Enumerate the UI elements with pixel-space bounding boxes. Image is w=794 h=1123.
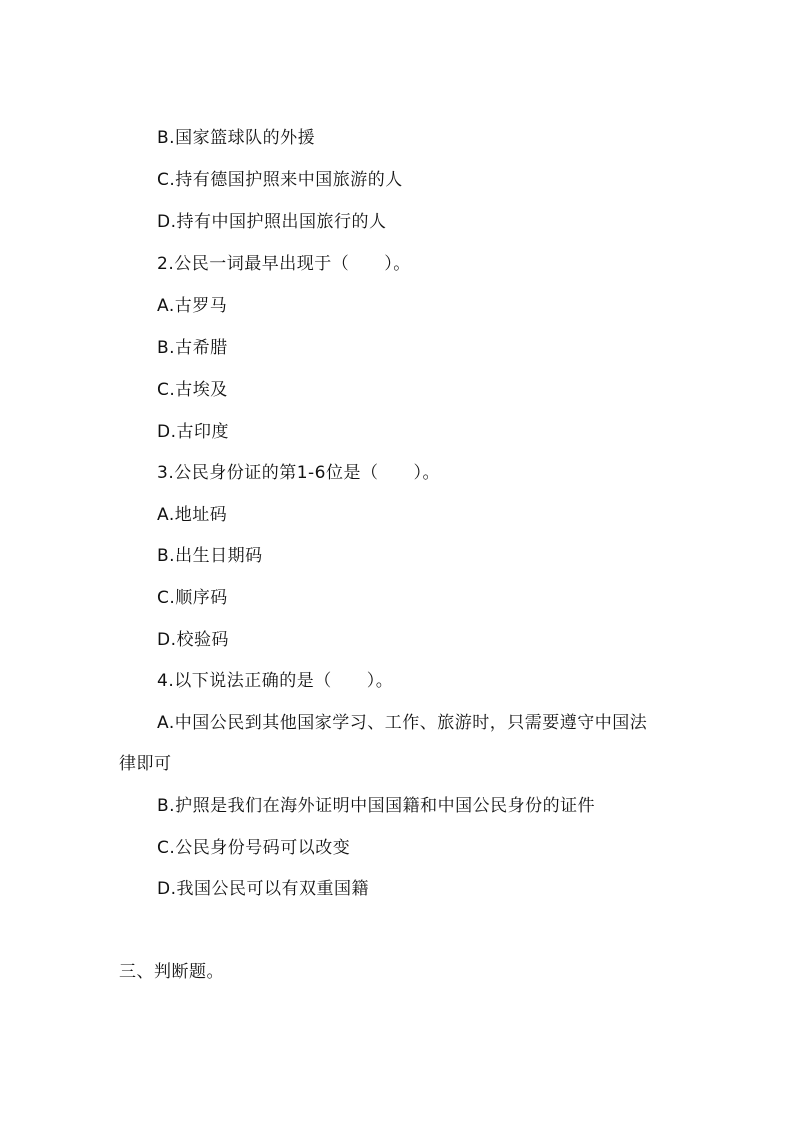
option-d-check-code: D.校验码 <box>157 630 229 650</box>
option-b-passport-proof: B.护照是我们在海外证明中国国籍和中国公民身份的证件 <box>157 796 596 816</box>
option-d-india: D.古印度 <box>157 422 229 442</box>
option-d-chinese-passport: D.持有中国护照出国旅行的人 <box>157 212 387 232</box>
question-3: 3.公民身份证的第1-6位是（ ）。 <box>157 463 440 483</box>
option-c-sequence-code: C.顺序码 <box>157 588 228 608</box>
option-b-foreign-player: B.国家篮球队的外援 <box>157 128 316 148</box>
option-c-german-passport: C.持有德国护照来中国旅游的人 <box>157 170 403 190</box>
question-2: 2.公民一词最早出现于（ ）。 <box>157 254 411 274</box>
option-d-dual-nationality: D.我国公民可以有双重国籍 <box>157 879 369 899</box>
option-b-birthdate-code: B.出生日期码 <box>157 546 263 566</box>
option-a-address-code: A.地址码 <box>157 505 228 525</box>
option-c-id-number-change: C.公民身份号码可以改变 <box>157 838 351 858</box>
question-4: 4.以下说法正确的是（ ）。 <box>157 671 394 691</box>
option-a-obey-law-continued: 律即可 <box>119 754 172 774</box>
option-a-obey-law: A.中国公民到其他国家学习、工作、旅游时，只需要遵守中国法 <box>157 713 648 733</box>
option-a-rome: A.古罗马 <box>157 296 228 316</box>
option-b-greece: B.古希腊 <box>157 338 228 358</box>
option-c-egypt: C.古埃及 <box>157 380 228 400</box>
section-heading-true-false: 三、判断题。 <box>119 962 224 982</box>
